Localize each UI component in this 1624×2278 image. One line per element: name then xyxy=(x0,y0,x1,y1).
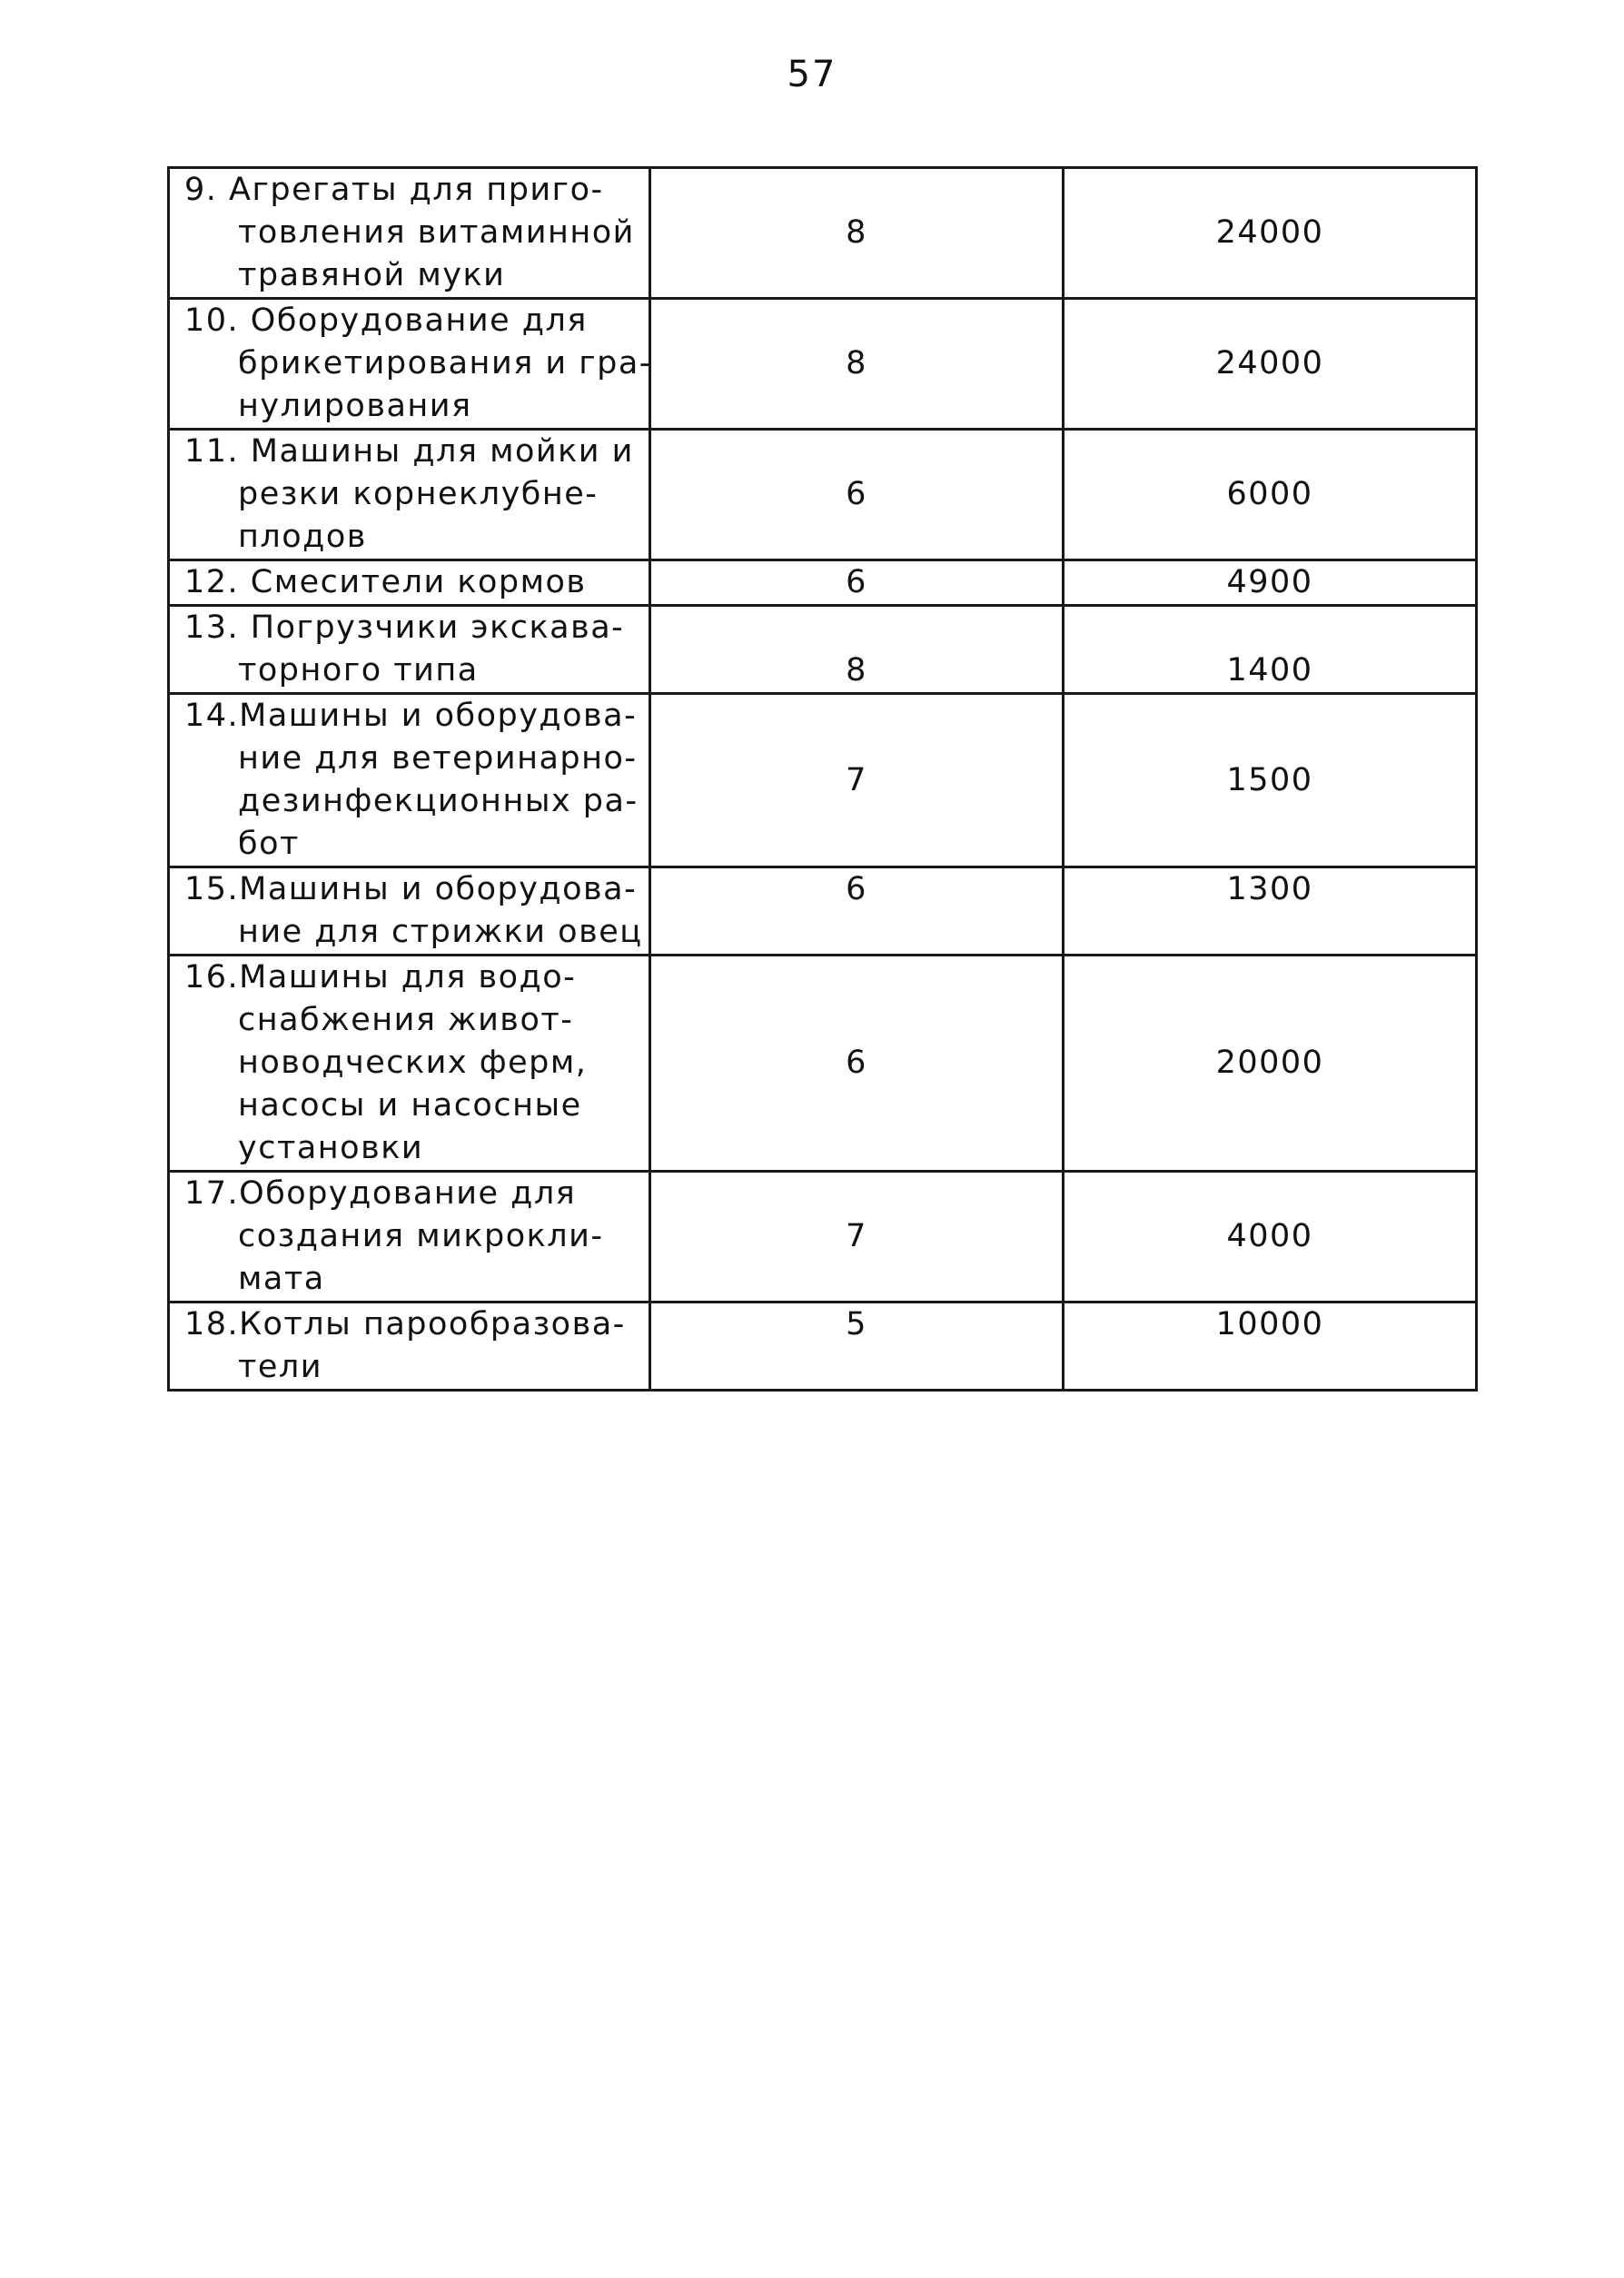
equipment-name-line: тели xyxy=(238,1349,323,1385)
equipment-name-line: 15.Машины и оборудова- xyxy=(184,871,638,907)
equipment-name-cell xyxy=(169,1302,650,1391)
column-a-value: 5 xyxy=(650,1302,1064,1391)
equipment-name-line: плодов xyxy=(238,519,367,555)
equipment-name-line: дезинфекционных ра- xyxy=(238,783,639,819)
equipment-name-line: 16.Машины для водо- xyxy=(184,959,577,995)
table-row xyxy=(169,606,1477,694)
equipment-name-line: 9. Агрегаты для приго- xyxy=(184,172,604,208)
column-a-value: 7 xyxy=(650,1172,1064,1302)
equipment-name-line: ние для ветеринарно- xyxy=(238,740,638,777)
column-b-value: 6000 xyxy=(1064,430,1477,560)
column-b-value: 20000 xyxy=(1064,956,1477,1172)
equipment-name-line: 13. Погрузчики экскава- xyxy=(184,609,625,646)
column-a-value: 6 xyxy=(650,560,1064,606)
column-a-value: 6 xyxy=(650,867,1064,956)
table-row xyxy=(169,694,1477,867)
equipment-name-line: насосы и насосные xyxy=(238,1087,582,1124)
table-row xyxy=(169,1302,1477,1391)
equipment-table xyxy=(167,166,1478,1392)
column-b-value: 1400 xyxy=(1064,606,1477,694)
column-b-value: 10000 xyxy=(1064,1302,1477,1391)
column-b-value: 24000 xyxy=(1064,299,1477,430)
column-b-value: 24000 xyxy=(1064,168,1477,299)
equipment-name-line: товления витаминной xyxy=(238,214,635,251)
equipment-name-line: резки корнеклубне- xyxy=(238,476,599,512)
equipment-name-line: брикетирования и гра- xyxy=(238,345,652,381)
equipment-name-cell xyxy=(169,560,650,606)
column-a-value: 8 xyxy=(650,606,1064,694)
column-b-value: 1500 xyxy=(1064,694,1477,867)
equipment-name-line: торного типа xyxy=(238,652,479,688)
equipment-name-cell xyxy=(169,168,650,299)
equipment-name-line: установки xyxy=(238,1130,424,1166)
equipment-name-line: нулирования xyxy=(238,388,472,424)
equipment-name-line: 12. Смесители кормов xyxy=(184,564,587,600)
equipment-name-cell xyxy=(169,956,650,1172)
column-a-value: 8 xyxy=(650,168,1064,299)
table-row xyxy=(169,299,1477,430)
equipment-name-line: мата xyxy=(238,1261,325,1297)
table-row xyxy=(169,867,1477,956)
table-body xyxy=(169,168,1477,1391)
column-a-value: 6 xyxy=(650,430,1064,560)
table-row xyxy=(169,430,1477,560)
equipment-name-cell xyxy=(169,299,650,430)
column-b-value: 4900 xyxy=(1064,560,1477,606)
table-row xyxy=(169,956,1477,1172)
column-a-value: 7 xyxy=(650,694,1064,867)
equipment-name-cell xyxy=(169,1172,650,1302)
equipment-name-line: ние для стрижки овец xyxy=(238,914,643,950)
column-a-value: 8 xyxy=(650,299,1064,430)
equipment-name-line: травяной муки xyxy=(238,257,506,293)
equipment-name-cell xyxy=(169,694,650,867)
equipment-name-line: снабжения живот- xyxy=(238,1002,574,1038)
equipment-name-line: 17.Оборудование для xyxy=(184,1175,577,1212)
equipment-name-line: бот xyxy=(238,826,300,862)
equipment-name-line: новодческих ферм, xyxy=(238,1045,588,1081)
equipment-name-line: 10. Оборудование для xyxy=(184,302,588,339)
equipment-name-line: создания микрокли- xyxy=(238,1218,604,1254)
table-row xyxy=(169,168,1477,299)
equipment-name-line: 14.Машины и оборудова- xyxy=(184,698,638,734)
equipment-name-cell xyxy=(169,867,650,956)
page-number: 57 xyxy=(787,54,837,95)
equipment-name-line: 11. Машины для мойки и xyxy=(184,433,634,470)
table-row xyxy=(169,560,1477,606)
table-row xyxy=(169,1172,1477,1302)
column-b-value: 1300 xyxy=(1064,867,1477,956)
column-b-value: 4000 xyxy=(1064,1172,1477,1302)
equipment-name-cell xyxy=(169,430,650,560)
equipment-name-cell xyxy=(169,606,650,694)
column-a-value: 6 xyxy=(650,956,1064,1172)
equipment-name-line: 18.Котлы парообразова- xyxy=(184,1306,626,1342)
